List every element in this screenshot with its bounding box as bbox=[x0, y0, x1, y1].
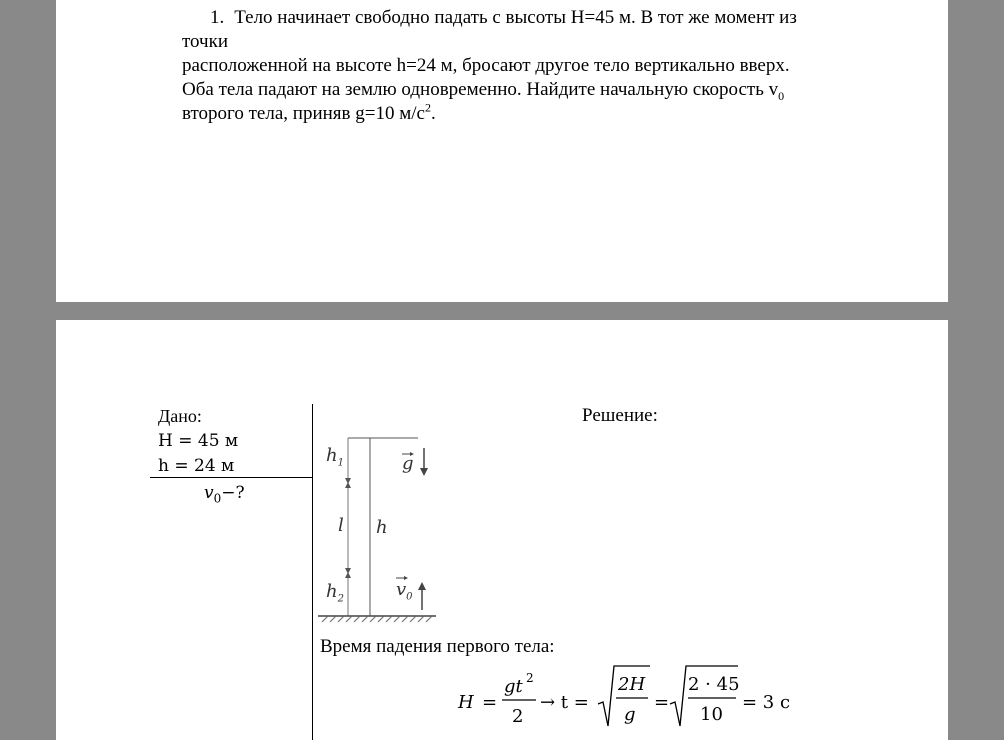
formula-H: H bbox=[458, 692, 474, 713]
diagram-label-l: l bbox=[338, 515, 344, 536]
given-find-sub: 0 bbox=[213, 491, 222, 506]
fall-time-formula bbox=[456, 662, 796, 734]
solution-title: Решение: bbox=[582, 405, 658, 426]
formula-sqrt1-num: 2H bbox=[618, 674, 646, 695]
problem-line-3: расположенной на высоте h=24 м, бросают другое тело вертикально вверх. bbox=[182, 55, 790, 76]
problem-v0-subscript: 0 bbox=[778, 88, 785, 103]
problem-text-5: второго тела, приняв g=10 м/с bbox=[182, 103, 425, 124]
diagram-h1-sub: 1 bbox=[337, 457, 344, 469]
formula-den: 2 bbox=[512, 706, 524, 727]
problem-text-5-end: . bbox=[430, 103, 436, 124]
diagram-label-h1 bbox=[326, 444, 344, 468]
table-vertical-divider bbox=[312, 404, 313, 740]
formula-num: gt bbox=[504, 676, 523, 697]
problem-text-4: Оба тела падают на землю одновременно. Найдите начальную скорость v bbox=[182, 79, 779, 100]
formula-arrow-t: → t = bbox=[540, 692, 589, 713]
diagram-v0-sub: 0 bbox=[406, 591, 413, 603]
diagram-h1-letter: h bbox=[326, 445, 338, 466]
solution-step-1: Время падения первого тела: bbox=[320, 636, 555, 657]
problem-number: 1. bbox=[210, 7, 225, 28]
diagram-label-g: g bbox=[402, 453, 414, 474]
problem-line-4 bbox=[182, 78, 872, 102]
formula-num-sup: 2 bbox=[526, 671, 534, 685]
given-find-v: v bbox=[204, 483, 214, 503]
diagram-label-h: h bbox=[376, 517, 388, 538]
given-divider bbox=[150, 477, 313, 478]
given-H: H = 45 м bbox=[158, 431, 239, 451]
diagram-label-v0 bbox=[396, 578, 413, 602]
problem-line-5 bbox=[182, 102, 872, 126]
formula-eq1: = bbox=[482, 692, 498, 713]
diagram-h2-sub: 2 bbox=[337, 593, 344, 605]
formula-sqrt1-den: g bbox=[624, 704, 636, 725]
given-h: h = 24 м bbox=[158, 456, 235, 476]
problem-line-2: точки bbox=[182, 31, 229, 52]
problem-unit-superscript: 2 bbox=[424, 100, 431, 115]
formula-sqrt2-num: 2 · 45 bbox=[688, 674, 740, 695]
given-find bbox=[204, 481, 245, 505]
diagram-h2-letter: h bbox=[326, 581, 338, 602]
problem-line-1 bbox=[182, 6, 872, 30]
problem-statement bbox=[182, 6, 872, 126]
formula-eq2: = bbox=[654, 692, 670, 713]
problem-text-1: Тело начинает свободно падать с высоты H=45 м. В тот же момент из bbox=[234, 7, 797, 28]
formula-sqrt2-den: 10 bbox=[700, 704, 723, 725]
formula-result: = 3 с bbox=[742, 692, 791, 713]
diagram-v0-letter: v bbox=[396, 579, 407, 600]
diagram-label-h2 bbox=[326, 580, 344, 604]
given-find-suffix: −? bbox=[221, 483, 245, 503]
given-title: Дано: bbox=[158, 406, 202, 426]
